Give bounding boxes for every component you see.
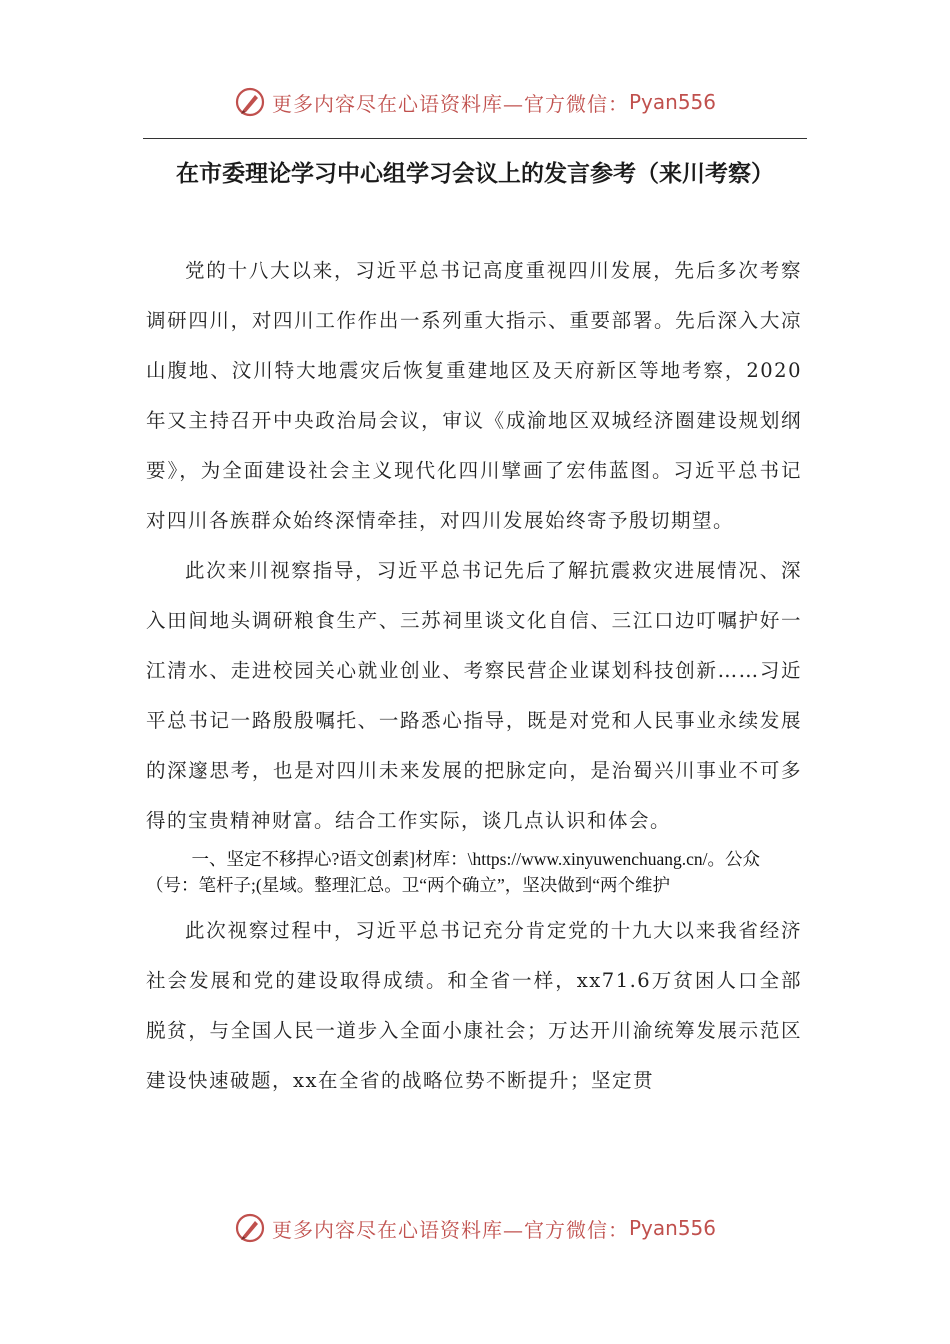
header-rule [143,138,807,139]
paragraph-3: 此次视察过程中，习近平总书记充分肯定党的十九大以来我省经济社会发展和党的建设取得成绩。和全省一样，xx71.6万贫困人口全部脱贫，与全国人民一道步入全面小康社会；万达开川渝统筹发展示范区建设快速破题，xx在全省的战略位势不断提升；坚定贯 [146,919,802,1092]
banner-text: 更多内容尽在心语资料库—官方微信： [271,91,629,116]
paragraph-2: 此次来川视察指导，习近平总书记先后了解抗震救灾进展情况、深入田间地头调研粮食生产、三苏祠里谈文化自信、三江口边叮嘱护好一江清水、走进校园关心就业创业、考察民营企业谋划科技创新……习近平总书记一路殷殷嘱托、一路悉心指导，既是对党和人民事业永续发展的深邃思考，也是对四川未来发展的把脉定向，是治蜀兴川事业不可多得的宝贵精神财富。结合工作实际，谈几点认识和体会。 [146,559,802,832]
pen-logo-icon [234,86,266,118]
section-heading: 一、坚定不移捍心?语文创素]材库：\https://www.xinyuwenchuang.cn/。公众（号：笔杆子;(星域。整理汇总。卫“两个确立”，坚决做到“两个维护 [146,849,761,895]
banner-text: 更多内容尽在心语资料库—官方微信： [271,1217,629,1242]
banner-wechat-id: Pyan556 [628,90,716,114]
paragraph-1: 党的十八大以来，习近平总书记高度重视四川发展，先后多次考察调研四川，对四川工作作出一系列重大指示、重要部署。先后深入大凉山腹地、汶川特大地震灾后恢复重建地区及天府新区等地考察，2020年又主持召开中央政治局会议，审议《成渝地区双城经济圈建设规划纲要》，为全面建设社会主义现代化四川擘画了宏伟蓝图。习近平总书记对四川各族群众始终深情牵挂，对四川发展始终寄予殷切期望。 [146,259,802,532]
pen-logo-icon [234,1212,266,1244]
banner-wechat-id: Pyan556 [628,1216,716,1240]
header-banner [0,80,950,124]
document-body [146,246,802,1106]
page-title: 在市委理论学习中心组学习会议上的发言参考（来川考察） [176,161,774,187]
footer-banner [0,1206,950,1250]
